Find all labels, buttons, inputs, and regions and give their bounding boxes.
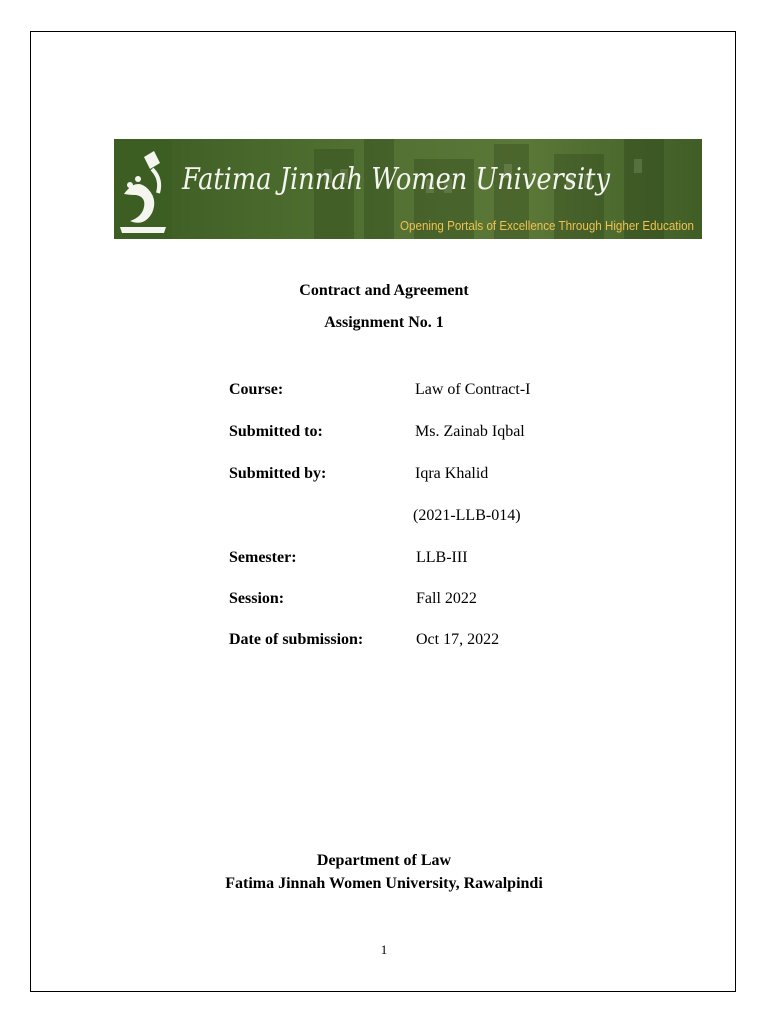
university-location: Fatima Jinnah Women University, Rawalpindi xyxy=(225,875,543,892)
document-title: Contract and Agreement xyxy=(299,282,469,299)
session-label: Session: xyxy=(229,590,285,607)
semester-label: Semester: xyxy=(229,549,297,566)
tagline-text: Opening Portals of Excellence Through Higher Education xyxy=(400,218,694,233)
semester-value: LLB-III xyxy=(416,549,468,566)
submitted-by-label: Submitted by: xyxy=(229,465,327,482)
submitted-by-value: Iqra Khalid xyxy=(415,465,489,482)
university-banner xyxy=(114,139,702,239)
page-number: 1 xyxy=(380,942,388,957)
course-value: Law of Contract-I xyxy=(415,381,531,398)
course-label: Course: xyxy=(229,381,284,398)
student-id-value: (2021-LLB-014) xyxy=(413,507,521,524)
session-value: Fall 2022 xyxy=(416,590,477,607)
assignment-number: Assignment No. 1 xyxy=(324,314,444,331)
submitted-to-label: Submitted to: xyxy=(229,423,323,440)
date-of-submission-label: Date of submission: xyxy=(229,631,364,648)
university-name-text: Fatima Jinnah Women University xyxy=(181,162,611,197)
department-name: Department of Law xyxy=(316,852,452,869)
submitted-to-value: Ms. Zainab Iqbal xyxy=(415,423,525,440)
date-of-submission-value: Oct 17, 2022 xyxy=(416,631,500,648)
